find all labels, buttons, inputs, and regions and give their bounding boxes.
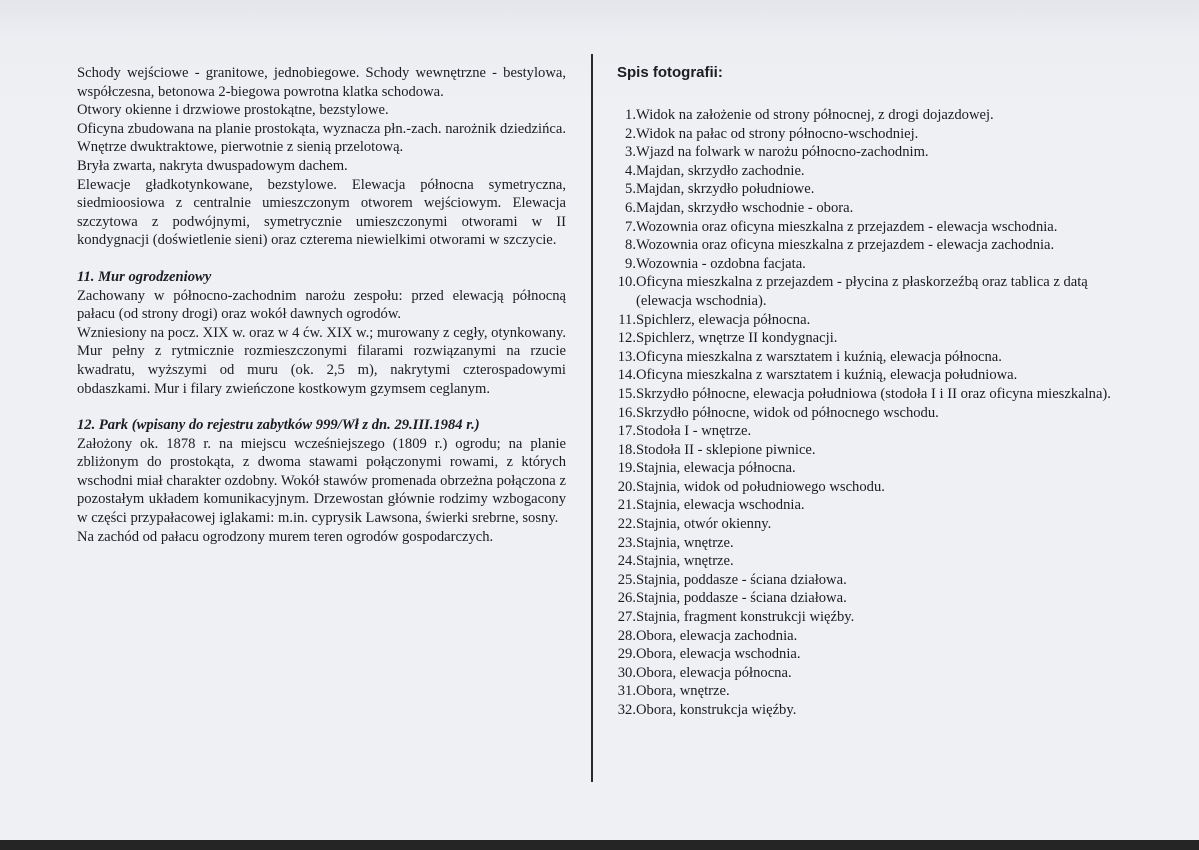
photo-number: 7. [625,218,636,235]
photo-number: 17. [617,423,636,440]
photo-number: 2. [625,125,636,142]
photo-list-item [617,701,1137,720]
photo-number: 12. [617,330,636,347]
photo-caption: Stajnia, otwór okienny. [636,516,772,533]
photo-caption: Stajnia, wnętrze. [636,534,734,551]
photo-number: 10. [617,274,636,291]
photo-caption: Stajnia, elewacja północna. [636,460,796,477]
photo-number: 1. [625,107,636,123]
photo-number: 13. [617,348,636,365]
photo-number: 18. [617,441,636,458]
photo-caption: Skrzydło północne, elewacja południowa (stodoła I i II oraz oficyna mieszkalna). [636,385,1111,402]
photo-caption: Stajnia, poddasze - ściana działowa. [636,590,847,607]
paragraph: Bryła zwarta, nakryta dwuspadowym dachem. [77,157,348,174]
photo-list-item [617,218,1137,237]
photo-number: 25. [617,571,636,588]
photo-number: 11. [618,311,636,328]
photo-number: 3. [625,144,636,161]
photo-list-item [617,441,1137,460]
photo-number: 27. [617,609,636,626]
paragraph: Wzniesiony na pocz. XIX w. oraz w 4 ćw. XIX w.; murowany z cegły, otynkowany. Mur pełny z rytmicznie rozmieszczonymi filarami rozwiązanymi na rzucie kwadratu, wyższymi od muru (ok. 2,5 m), nakrytymi czterospadowymi obdaszkami. Mur i filary zwieńczone kostkowym gzymsem ceglanym. [77,324,566,397]
photo-number: 6. [625,199,636,216]
photo-caption: Majdan, skrzydło wschodnie - obora. [636,199,854,216]
photo-list [617,106,1137,720]
photo-caption: Majdan, skrzydło południowe. [636,181,815,198]
spacer [77,250,566,268]
photo-list-item [617,329,1137,348]
photo-number: 32. [617,702,636,718]
photo-number: 26. [617,590,636,607]
photo-caption: Widok na pałac od strony północno-wschodniej. [636,125,919,142]
photo-list-item [617,682,1137,701]
photo-list-item [617,571,1137,590]
paragraph: Założony ok. 1878 r. na miejscu wcześniejszego (1809 r.) ogrodu; na planie zbliżonym do prostokąta, z dwoma stawami połączonymi rowami, z których wschodni miał charakter ozdobny. Wokół stawów promenada obrzeżna połączona z pozostałym układem komunikacyjnym. Drzewostan głównie rodzimy wzbogacony w części przypałacowej iglakami: m.in. cyprysik Lawsona, świerki srebrne, sosny. [77,435,566,527]
photo-number: 31. [617,683,636,700]
photo-list-item [617,645,1137,664]
photo-list-item [617,459,1137,478]
photo-list-item [617,143,1137,162]
photo-caption: Obora, elewacja wschodnia. [636,646,801,663]
photo-caption: Stodoła I - wnętrze. [636,423,752,440]
photo-list-item [617,552,1137,571]
photo-list-item [617,534,1137,553]
photo-list-item [617,180,1137,199]
photo-list-item [617,496,1137,515]
photo-caption: Wjazd na folwark w narożu północno-zachodnim. [636,144,929,161]
photo-number: 30. [617,664,636,681]
photo-caption: Spichlerz, wnętrze II kondygnacji. [636,330,838,347]
photo-list-item [617,366,1137,385]
left-column [77,64,566,546]
photo-number: 28. [617,627,636,644]
photo-number: 29. [617,646,636,663]
photo-caption: Wozownia oraz oficyna mieszkalna z przejazdem - elewacja wschodnia. [636,218,1058,235]
photo-caption: Stajnia, wnętrze. [636,553,734,570]
photo-list-item [617,478,1137,497]
photo-list-item [617,125,1137,144]
photo-number: 9. [625,255,636,272]
photo-list-item [617,404,1137,423]
photo-caption: Stajnia, poddasze - ściana działowa. [636,571,847,588]
photo-caption: Obora, wnętrze. [636,683,730,700]
photo-list-heading: Spis fotografii: [617,64,723,81]
photo-number: 16. [617,404,636,421]
photo-number: 21. [617,497,636,514]
photo-list-item [617,273,1137,310]
photo-caption: Spichlerz, elewacja północna. [636,311,811,328]
paragraph: Zachowany w północno-zachodnim narożu zespołu: przed elewacją północną pałacu (od strony drogi) oraz wokół dawnych ogrodów. [77,287,566,323]
photo-list-item [617,348,1137,367]
photo-number: 4. [625,162,636,179]
photo-list-item [617,422,1137,441]
photo-list-item [617,589,1137,608]
photo-list-item [617,311,1137,330]
column-divider [591,54,593,782]
photo-number: 19. [617,460,636,477]
photo-number: 15. [617,385,636,402]
paragraph: Na zachód od pałacu ogrodzony murem teren ogrodów gospodarczych. [77,528,494,545]
paragraph: Otwory okienne i drzwiowe prostokątne, bezstylowe. [77,102,389,119]
photo-caption: Wozownia oraz oficyna mieszkalna z przejazdem - elewacja zachodnia. [636,237,1055,254]
photo-list-item [617,255,1137,274]
photo-caption: Wozownia - ozdobna facjata. [636,255,806,272]
photo-number: 23. [617,534,636,551]
photo-list-item [617,106,1137,125]
photo-caption: Skrzydło północne, widok od północnego wschodu. [636,404,939,421]
photo-number: 22. [617,516,636,533]
photo-list-item [617,608,1137,627]
photo-caption: Oficyna mieszkalna z warsztatem i kuźnią, elewacja południowa. [636,367,1018,384]
photo-caption: Oficyna mieszkalna z warsztatem i kuźnią, elewacja północna. [636,348,1002,365]
photo-caption: Oficyna mieszkalna z przejazdem - płycina z płaskorzeźbą oraz tablica z datą (elewacja wschodnia). [636,274,1088,309]
photo-number: 14. [617,367,636,384]
section-heading-11: 11. Mur ogrodzeniowy [77,268,212,285]
section-heading-12: 12. Park (wpisany do rejestru zabytków 999/Wł z dn. 29.III.1984 r.) [77,417,480,434]
paragraph: Oficyna zbudowana na planie prostokąta, wyznacza płn.-zach. narożnik dziedzińca. Wnętrze dwuktraktowe, pierwotnie z sienią przelotową. [77,120,566,156]
photo-caption: Stajnia, widok od południowego wschodu. [636,478,885,495]
paragraph: Elewacje gładkotynkowane, bezstylowe. Elewacja północna symetryczna, siedmioosiowa z centralnie umieszczonym otworem wejściowym. Elewacja szczytowa z podwójnymi, symetrycznie umieszczonymi otworami w II kondygnacji (doświetlenie sieni) oraz czterema niewielkimi otworami w szczycie. [77,176,566,249]
photo-list-item [617,515,1137,534]
photo-number: 20. [617,478,636,495]
photo-list-item [617,664,1137,683]
photo-caption: Stajnia, fragment konstrukcji więźby. [636,609,855,626]
photo-caption: Widok na założenie od strony północnej, z drogi dojazdowej. [636,107,994,123]
photo-caption: Obora, konstrukcja więźby. [636,702,797,718]
right-column [617,64,1137,720]
photo-number: 24. [617,553,636,570]
photo-number: 8. [625,237,636,254]
photo-caption: Stodoła II - sklepione piwnice. [636,441,816,458]
paragraph: Schody wejściowe - granitowe, jednobiegowe. Schody wewnętrzne - bestylowa, współczesna, betonowa 2-biegowa powrotna klatka schodowa. [77,65,566,100]
photo-caption: Stajnia, elewacja wschodnia. [636,497,805,514]
photo-caption: Majdan, skrzydło zachodnie. [636,162,805,179]
photo-list-item [617,199,1137,218]
spacer [77,398,566,416]
photo-list-item [617,385,1137,404]
photo-list-item [617,236,1137,255]
photo-caption: Obora, elewacja zachodnia. [636,627,798,644]
photo-number: 5. [625,181,636,198]
photo-list-item [617,162,1137,181]
photo-caption: Obora, elewacja północna. [636,664,792,681]
photo-list-item [617,627,1137,646]
